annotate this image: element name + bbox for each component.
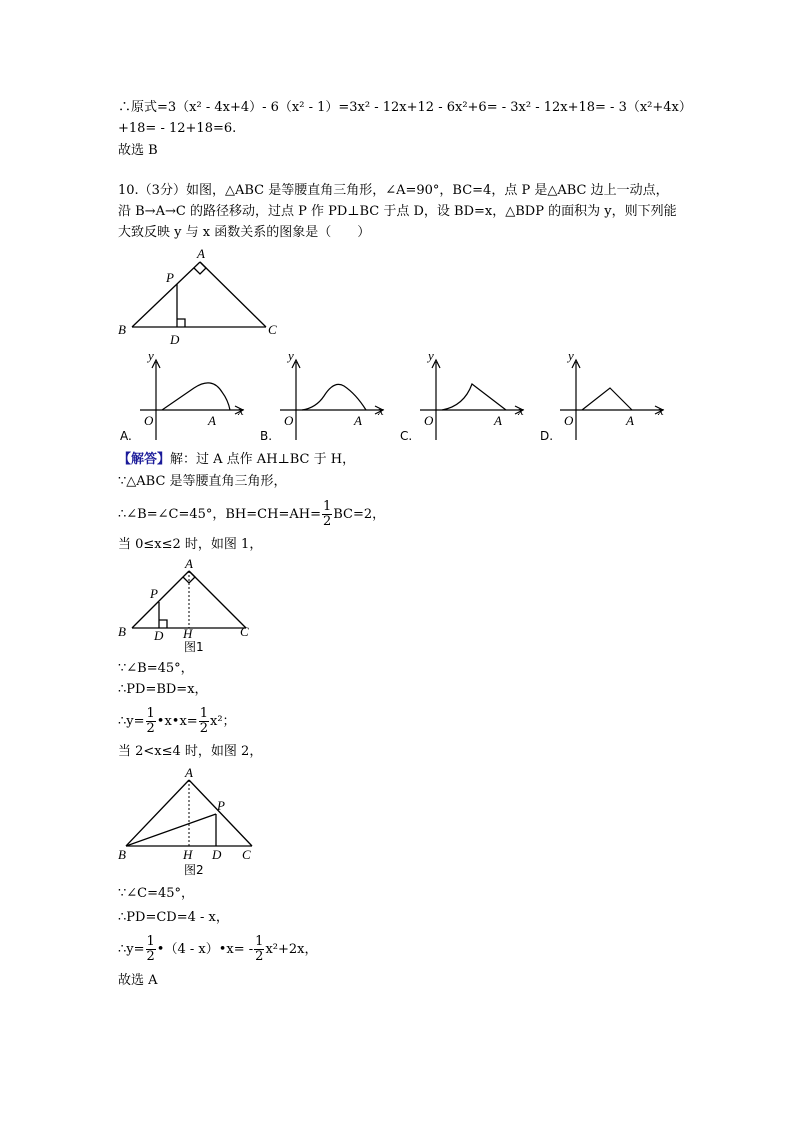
- prev-line-2: +18= - 12+18=6.: [118, 121, 237, 136]
- point-a-label: A: [354, 413, 362, 428]
- label-h: H: [183, 847, 193, 862]
- prev-answer: 故选 B: [118, 143, 158, 158]
- right-angle-d: [177, 319, 185, 327]
- solution-line-2a: ∴∠B=∠C=45°，BH=CH=AH=: [118, 507, 321, 522]
- label-b: B: [118, 847, 126, 862]
- axis-x-label: x: [658, 403, 664, 418]
- label-a: A: [197, 246, 205, 261]
- side-ac: [200, 262, 266, 327]
- figure-2: [112, 766, 272, 878]
- figure-2-caption: 图2: [184, 863, 204, 877]
- fraction-numerator: 1: [255, 934, 264, 949]
- axis-x-label: x: [238, 403, 244, 418]
- origin-label: O: [424, 413, 434, 428]
- case-1-line-c: [118, 707, 236, 736]
- fraction-denominator: 2: [199, 721, 208, 736]
- figure-1-caption: 图1: [184, 640, 204, 654]
- label-p: P: [217, 798, 225, 813]
- case-1-line-a: ∵∠B=45°，: [118, 661, 194, 676]
- figure-1: [112, 558, 262, 658]
- label-d: D: [212, 847, 222, 862]
- option-a-curve: [162, 383, 230, 410]
- formula-post: x²；: [209, 714, 236, 729]
- point-a-label: A: [208, 413, 216, 428]
- axis-x-label: x: [518, 403, 524, 418]
- question-line-3: 大致反映 y 与 x 函数关系的图象是（ ）: [118, 225, 371, 240]
- formula-mid: •（4 - x）•x= -: [156, 942, 254, 957]
- option-c-curve: [442, 384, 506, 410]
- formula-pre: ∴y=: [118, 714, 145, 729]
- final-answer: 故选 A: [118, 973, 158, 988]
- axis-y-label: y: [428, 348, 434, 363]
- label-h: H: [183, 626, 193, 641]
- axis-y-label: y: [568, 348, 574, 363]
- label-a: A: [185, 556, 193, 571]
- axis-y-label: y: [288, 348, 294, 363]
- solution-intro: 解：过 A 点作 AH⊥BC 于 H，: [170, 452, 356, 467]
- label-c: C: [240, 624, 249, 639]
- formula-pre: ∴y=: [118, 942, 145, 957]
- point-a-label: A: [494, 413, 502, 428]
- fraction-denominator: 2: [255, 949, 264, 964]
- option-b-graph: [258, 348, 398, 444]
- option-c-graph: [398, 348, 538, 444]
- solution-line-2b: BC=2，: [333, 507, 386, 522]
- case-1-line: 当 0≤x≤2 时，如图 1，: [118, 537, 263, 552]
- solution-line-2: [118, 500, 385, 529]
- fraction-half: [322, 500, 332, 529]
- label-b: B: [118, 322, 126, 337]
- fraction-numerator: 1: [322, 499, 332, 514]
- option-d-letter: D.: [540, 429, 554, 443]
- fraction-half: [199, 707, 209, 736]
- formula-mid: •x•x=: [156, 714, 198, 729]
- label-p: P: [150, 586, 158, 601]
- fraction-half: [146, 935, 156, 964]
- axis-x-label: x: [378, 403, 384, 418]
- fraction-numerator: 1: [199, 706, 208, 721]
- fraction-denominator: 2: [322, 514, 332, 529]
- case-2-line-c: [118, 935, 317, 964]
- fraction-half: [146, 707, 156, 736]
- triangle-figure: [112, 248, 292, 348]
- origin-label: O: [284, 413, 294, 428]
- label-a: A: [185, 765, 193, 780]
- fraction-half: [254, 935, 264, 964]
- option-c-letter: C.: [400, 429, 413, 443]
- solution-line-1: ∵△ABC 是等腰直角三角形，: [118, 474, 287, 489]
- axis-y-label: y: [148, 348, 154, 363]
- prev-line-1: ∴原式=3（x² - 4x+4）- 6（x² - 1）=3x² - 12x+12 - 6x²+6= - 3x² - 12x+18= - 3（x²+4x）: [118, 100, 692, 115]
- formula-post: x²+2x，: [265, 942, 318, 957]
- solution-tag: 【解答】: [118, 452, 171, 467]
- question-line-1: 10.（3分）如图，△ABC 是等腰直角三角形，∠A=90°，BC=4，点 P 是△ABC 边上一动点，: [118, 183, 669, 198]
- fraction-denominator: 2: [146, 721, 155, 736]
- origin-label: O: [564, 413, 574, 428]
- fraction-numerator: 1: [146, 934, 155, 949]
- label-d: D: [154, 628, 164, 643]
- option-b-curve: [302, 384, 366, 410]
- option-d-graph: [538, 348, 688, 444]
- label-b: B: [118, 624, 126, 639]
- option-a-graph: [118, 348, 258, 444]
- point-a-label: A: [626, 413, 634, 428]
- fraction-denominator: 2: [146, 949, 155, 964]
- case-2-line: 当 2<x≤4 时，如图 2，: [118, 744, 263, 759]
- right-angle-a: [194, 262, 206, 274]
- label-c: C: [268, 322, 277, 337]
- solution-intro-line: [118, 452, 355, 468]
- question-line-2: 沿 B→A→C 的路径移动，过点 P 作 PD⊥BC 于点 D，设 BD=x，△BDP 的面积为 y，则下列能: [118, 204, 677, 219]
- option-a-letter: A.: [120, 429, 132, 443]
- option-b-letter: B.: [260, 429, 273, 443]
- case-2-line-a: ∵∠C=45°，: [118, 886, 195, 901]
- case-2-line-b: ∴PD=CD=4 - x，: [118, 910, 229, 925]
- fraction-numerator: 1: [146, 706, 155, 721]
- label-p: P: [166, 270, 174, 285]
- origin-label: O: [144, 413, 154, 428]
- option-d-curve: [582, 388, 632, 410]
- label-d: D: [170, 332, 180, 347]
- label-c: C: [242, 847, 251, 862]
- case-1-line-b: ∴PD=BD=x，: [118, 682, 208, 697]
